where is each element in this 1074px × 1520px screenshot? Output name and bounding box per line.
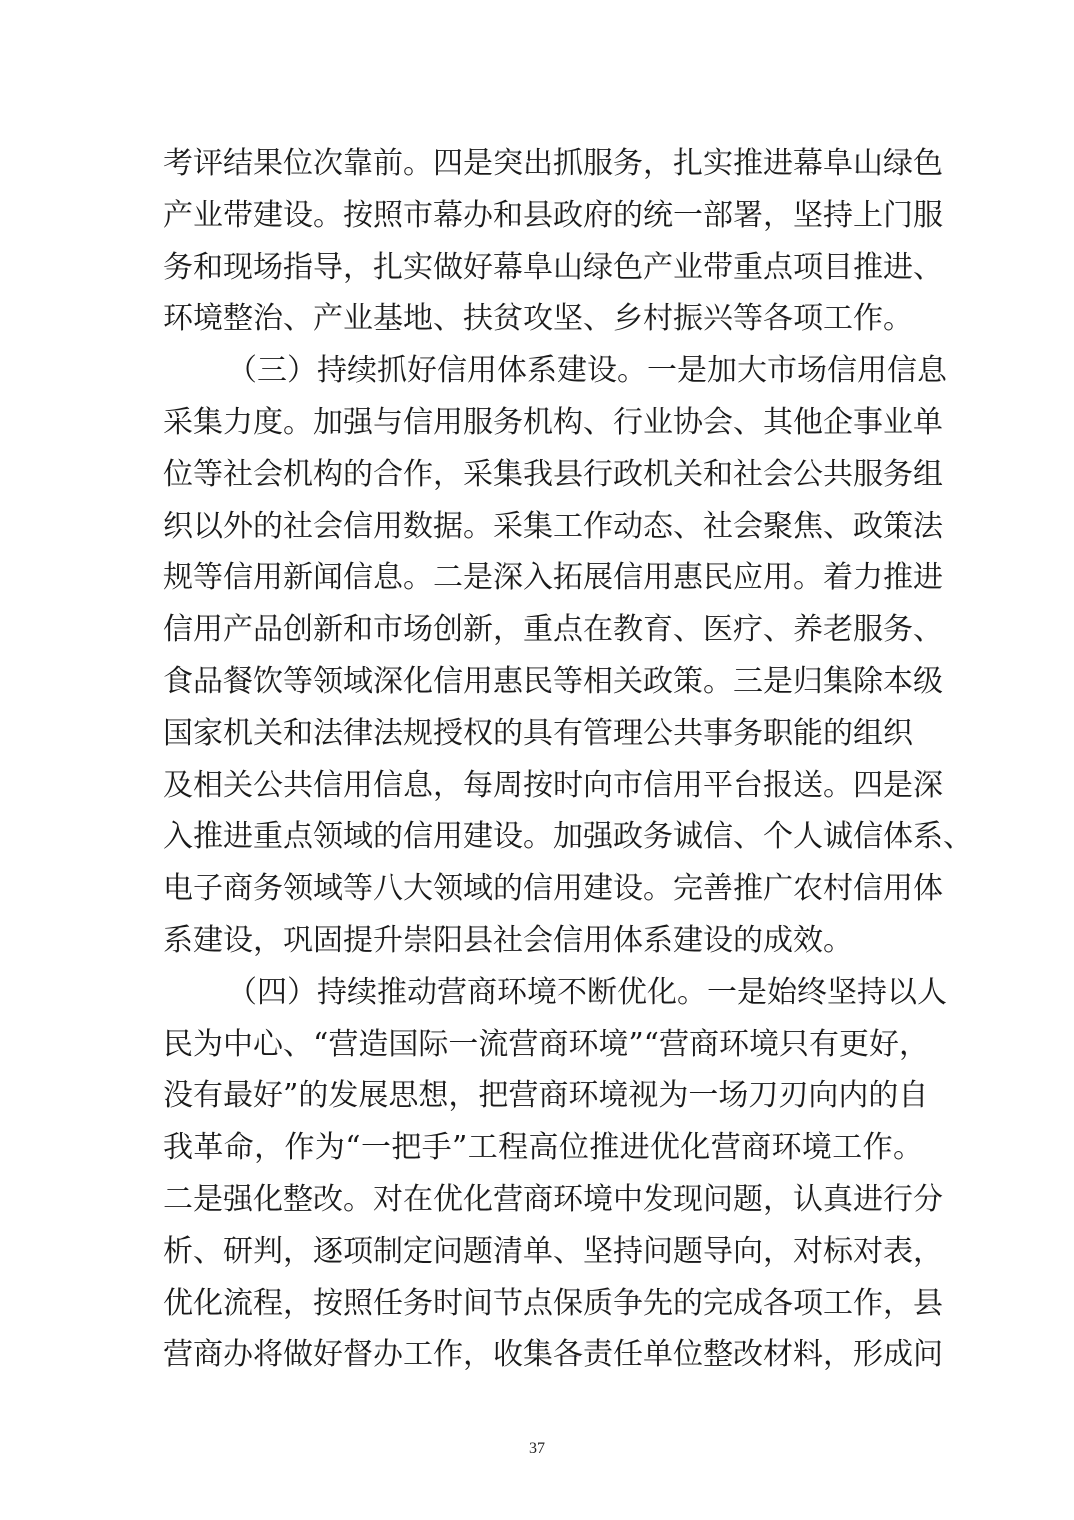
page-number: 37 [529, 1440, 545, 1457]
text-line: 电子商务领域等八大领域的信用建设。完善推广农村信用体 [163, 871, 943, 907]
text-line: （三）持续抓好信用体系建设。一是加大市场信用信息 [227, 353, 947, 389]
text-line: 位等社会机构的合作，采集我县行政机关和社会公共服务组 [163, 456, 943, 492]
text-line: 考评结果位次靠前。四是突出抓服务，扎实推进幕阜山绿色 [163, 146, 943, 181]
text-line: 产业带建设。按照市幕办和县政府的统一部署，坚持上门服 [163, 197, 943, 233]
text-line: 民为中心、“营造国际一流营商环境”“营商环境只有更好， [163, 1026, 930, 1062]
text-line: 营商办将做好督办工作，收集各责任单位整改材料，形成问 [163, 1337, 943, 1373]
text-line: 及相关公共信用信息，每周按时向市信用平台报送。四是深 [163, 767, 943, 803]
text-line: 没有最好”的发展思想，把营商环境视为一场刀刃向内的自 [163, 1078, 929, 1114]
text-line: 二是强化整改。对在优化营商环境中发现问题，认真进行分 [163, 1181, 943, 1217]
text-line: 信用产品创新和市场创新，重点在教育、医疗、养老服务、 [163, 612, 943, 648]
text-line: 规等信用新闻信息。二是深入拓展信用惠民应用。着力推进 [163, 560, 943, 596]
text-line: 环境整治、产业基地、扶贫攻坚、乡村振兴等各项工作。 [163, 301, 913, 337]
text-line: 采集力度。加强与信用服务机构、行业协会、其他企事业单 [163, 404, 943, 440]
text-line: 优化流程，按照任务时间节点保质争先的完成各项工作，县 [163, 1285, 943, 1321]
text-line: 我革命，作为“一把手”工程高位推进优化营商环境工作。 [163, 1130, 923, 1166]
text-line: 系建设，巩固提升崇阳县社会信用体系建设的成效。 [163, 922, 853, 958]
text-line: 务和现场指导，扎实做好幕阜山绿色产业带重点项目推进、 [163, 249, 943, 285]
text-line: 入推进重点领域的信用建设。加强政务诚信、个人诚信体系、 [163, 819, 973, 855]
text-line: 国家机关和法律法规授权的具有管理公共事务职能的组织 [163, 715, 913, 751]
text-line: 食品餐饮等领域深化信用惠民等相关政策。三是归集除本级 [163, 663, 943, 699]
body-text [163, 138, 973, 1381]
text-line: （四）持续推动营商环境不断优化。一是始终坚持以人 [227, 974, 947, 1010]
text-line: 织以外的社会信用数据。采集工作动态、社会聚焦、政策法 [163, 508, 943, 544]
text-line: 析、研判，逐项制定问题清单、坚持问题导向，对标对表， [163, 1233, 943, 1269]
